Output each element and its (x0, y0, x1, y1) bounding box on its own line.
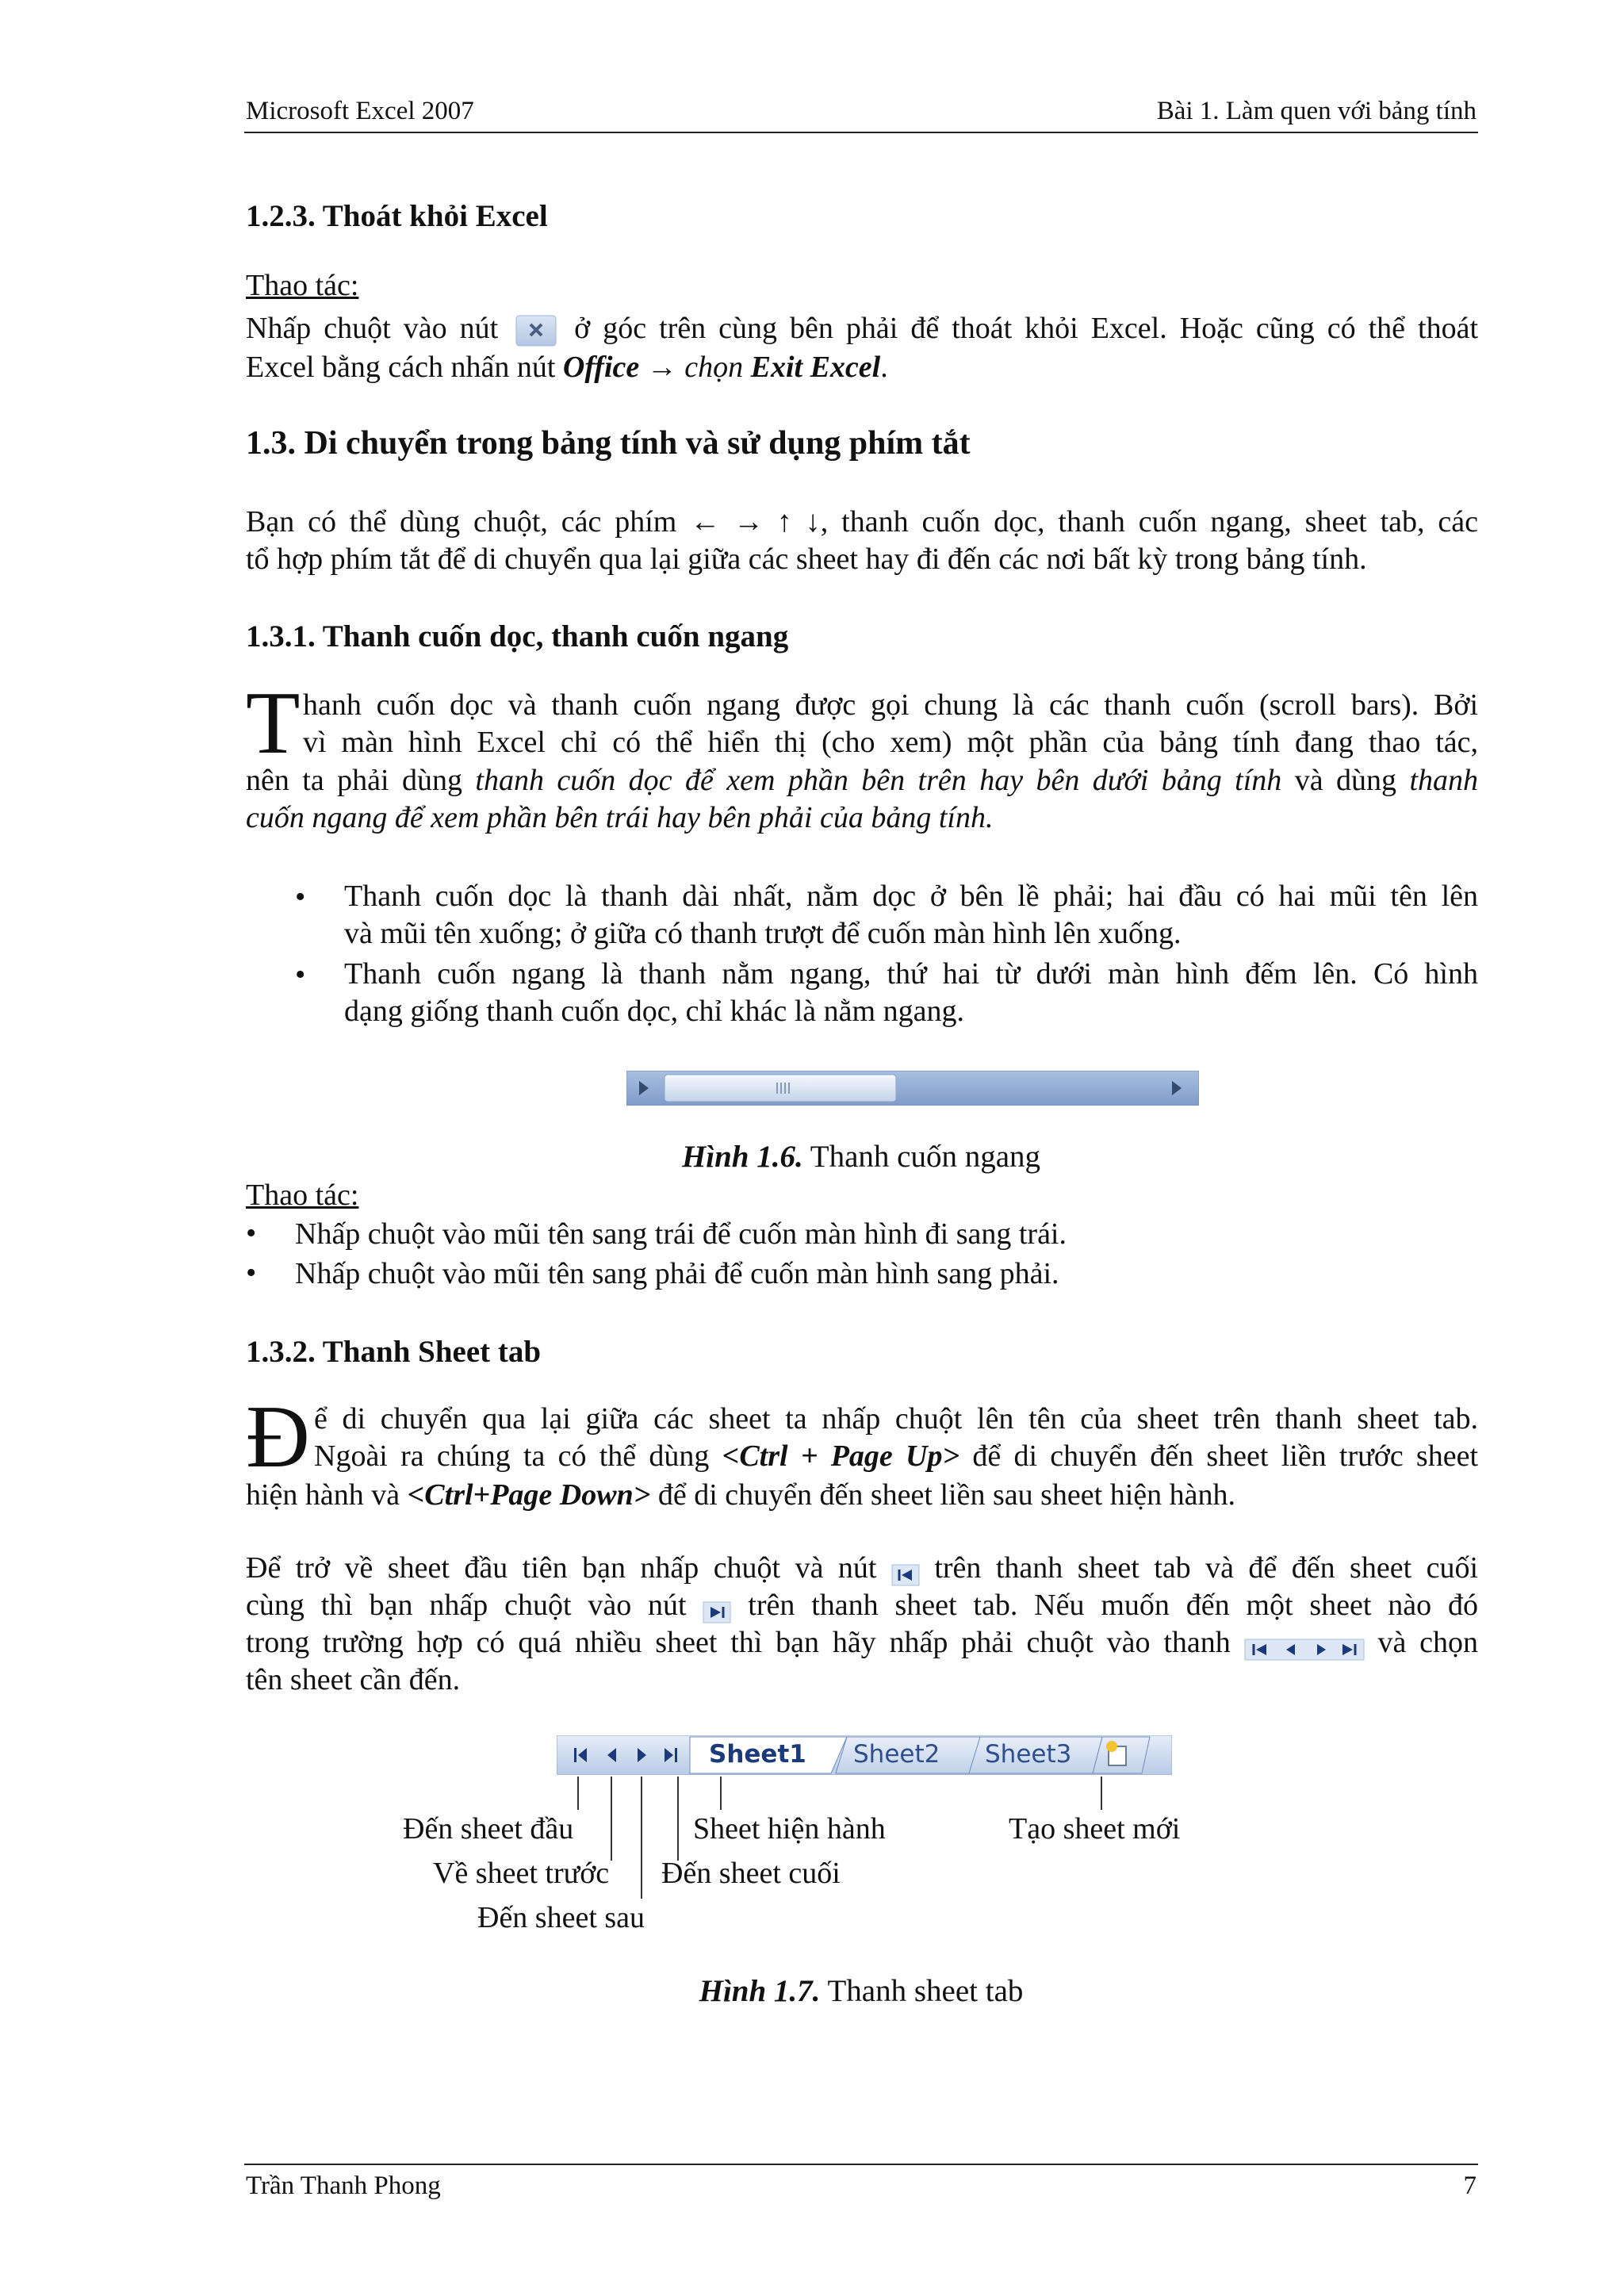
bullet-dot: • (246, 1217, 257, 1250)
figure-caption-1-6: Hình 1.6. Thanh cuốn ngang (681, 1140, 1041, 1174)
tab-sheet2-label: Sheet2 (853, 1740, 940, 1769)
section-heading-1-2-3: 1.2.3. Thoát khỏi Excel (246, 199, 548, 233)
tab-sheet3-label: Sheet3 (985, 1740, 1072, 1769)
office-term: Office (562, 351, 640, 384)
label-current-sheet: Sheet hiện hành (693, 1812, 886, 1846)
callout-line-first (577, 1777, 579, 1810)
bullet-dot: • (246, 1256, 257, 1290)
paragraph-1-3-line1: Bạn có thể dùng chuột, các phím ← → ↑ ↓, thanh cuốn dọc, thanh cuốn ngang, sheet tab, các (246, 505, 1478, 539)
first-sheet-icon (574, 1748, 576, 1762)
label-first-sheet: Đến sheet đầu (403, 1812, 574, 1846)
bullet-dot: • (295, 958, 306, 991)
sheet-para2-line4: tên sheet cần đến. (246, 1663, 461, 1696)
step-2: Nhấp chuột vào mũi tên sang phải để cuốn màn hình sang phải. (295, 1257, 1059, 1290)
dropcap-t: T (246, 674, 301, 772)
paragraph-1-3-line2: tổ hợp phím tắt để di chuyển qua lại giữa các sheet hay đi đến các nơi bất kỳ trong bảng tính. (246, 542, 1367, 576)
tab-sheet1-label: Sheet1 (709, 1740, 806, 1769)
bullet-dot: • (295, 880, 306, 914)
header-title: Microsoft Excel 2007 (246, 97, 474, 125)
first-sheet-button-icon (891, 1559, 920, 1581)
footer-rule (244, 2164, 1478, 2165)
callout-line-next (641, 1777, 642, 1899)
thao-tac-label-2: Thao tác: (246, 1179, 359, 1212)
header-chapter: Bài 1. Làm quen với bảng tính (1156, 97, 1477, 125)
scroll-para-line3: nên ta phải dùng thanh cuốn dọc để xem phần bên trên hay bên dưới bảng tính và dùng thanh (246, 764, 1478, 797)
scroll-para-line2: vì màn hình Excel chỉ có thể hiển thị (cho xem) một phần của bảng tính đang thao tác, (303, 726, 1478, 759)
sheet-navigation-buttons-icon (1244, 1634, 1365, 1656)
label-new-sheet: Tạo sheet mới (1009, 1812, 1181, 1846)
callout-line-last (677, 1777, 679, 1861)
exit-excel-term: Exit Excel (750, 351, 881, 384)
scroll-para-line4: cuốn ngang để xem phần bên trái hay bên phải của bảng tính. (246, 801, 994, 834)
section-heading-1-3-1: 1.3.1. Thanh cuốn dọc, thanh cuốn ngang (246, 619, 789, 654)
paragraph-exit-line1: Nhấp chuột vào nút ở góc trên cùng bên phải để thoát khỏi Excel. Hoặc cũng có thể thoát (246, 311, 1478, 347)
page-number: 7 (1463, 2171, 1477, 2200)
sheet-para-line1: ể di chuyển qua lại giữa các sheet ta nhấp chuột lên tên của sheet trên thanh sheet tab. (314, 1402, 1478, 1435)
sheet-para2-line1: Để trở về sheet đầu tiên bạn nhấp chuột và nút trên thanh sheet tab và để đến sheet cuối (246, 1551, 1479, 1585)
sheet-tab-bar-figure (557, 1735, 1172, 1775)
label-last-sheet: Đến sheet cuối (661, 1857, 841, 1890)
section-heading-1-3: 1.3. Di chuyển trong bảng tính và sử dụng phím tắt (246, 425, 971, 462)
sheet-para-line2: Ngoài ra chúng ta có thể dùng <Ctrl + Page Up> để di chuyển đến sheet liền trước sheet (314, 1439, 1479, 1473)
callout-line-prev (611, 1777, 612, 1861)
dropcap-d: Đ (246, 1388, 310, 1486)
label-prev-sheet: Về sheet trước (433, 1857, 610, 1890)
figure-caption-1-7: Hình 1.7. Thanh sheet tab (699, 1974, 1024, 2008)
bullet-2-line2: dạng giống thanh cuốn dọc, chỉ khác là nằm ngang. (344, 995, 964, 1028)
sheet-para2-line2: cùng thì bạn nhấp chuột vào nút trên thanh sheet tab. Nếu muốn đến một sheet nào đó (246, 1589, 1479, 1622)
sheet-para-line3: hiện hành và <Ctrl+Page Down> để di chuyển đến sheet liền sau sheet hiện hành. (246, 1478, 1235, 1512)
close-button-icon (515, 315, 557, 347)
thao-tac-label: Thao tác: (246, 269, 359, 302)
horizontal-scrollbar-figure (626, 1071, 1199, 1106)
scroll-para-line1: hanh cuốn dọc và thanh cuốn ngang được gọi chung là các thanh cuốn (scroll bars). Bởi (303, 688, 1478, 722)
section-heading-1-3-2: 1.3.2. Thanh Sheet tab (246, 1335, 542, 1369)
last-sheet-button-icon (703, 1596, 731, 1619)
footer-author: Trần Thanh Phong (246, 2171, 441, 2200)
sheet-para2-line3: trong trường hợp có quá nhiều sheet thì bạn hãy nhấp phải chuột vào thanh và chọn (246, 1626, 1479, 1659)
bullet-1-line2: và mũi tên xuống; ở giữa có thanh trượt để cuốn màn hình lên xuống. (344, 917, 1182, 950)
header-rule (244, 132, 1478, 133)
bullet-2-line1: Thanh cuốn ngang là thanh nằm ngang, thứ hai từ dưới màn hình đếm lên. Có hình (344, 957, 1478, 991)
step-1: Nhấp chuột vào mũi tên sang trái để cuốn màn hình đi sang trái. (295, 1217, 1067, 1251)
label-next-sheet: Đến sheet sau (477, 1901, 645, 1934)
arrow-right-icon: → (646, 351, 677, 384)
paragraph-exit-line2: Excel bằng cách nhấn nút Office → chọn Exit Excel. (246, 351, 888, 384)
bullet-1-line1: Thanh cuốn dọc là thanh dài nhất, nằm dọc ở bên lề phải; hai đầu có hai mũi tên lên (344, 880, 1478, 913)
callout-line-new (1101, 1777, 1102, 1810)
callout-line-current (720, 1777, 722, 1810)
